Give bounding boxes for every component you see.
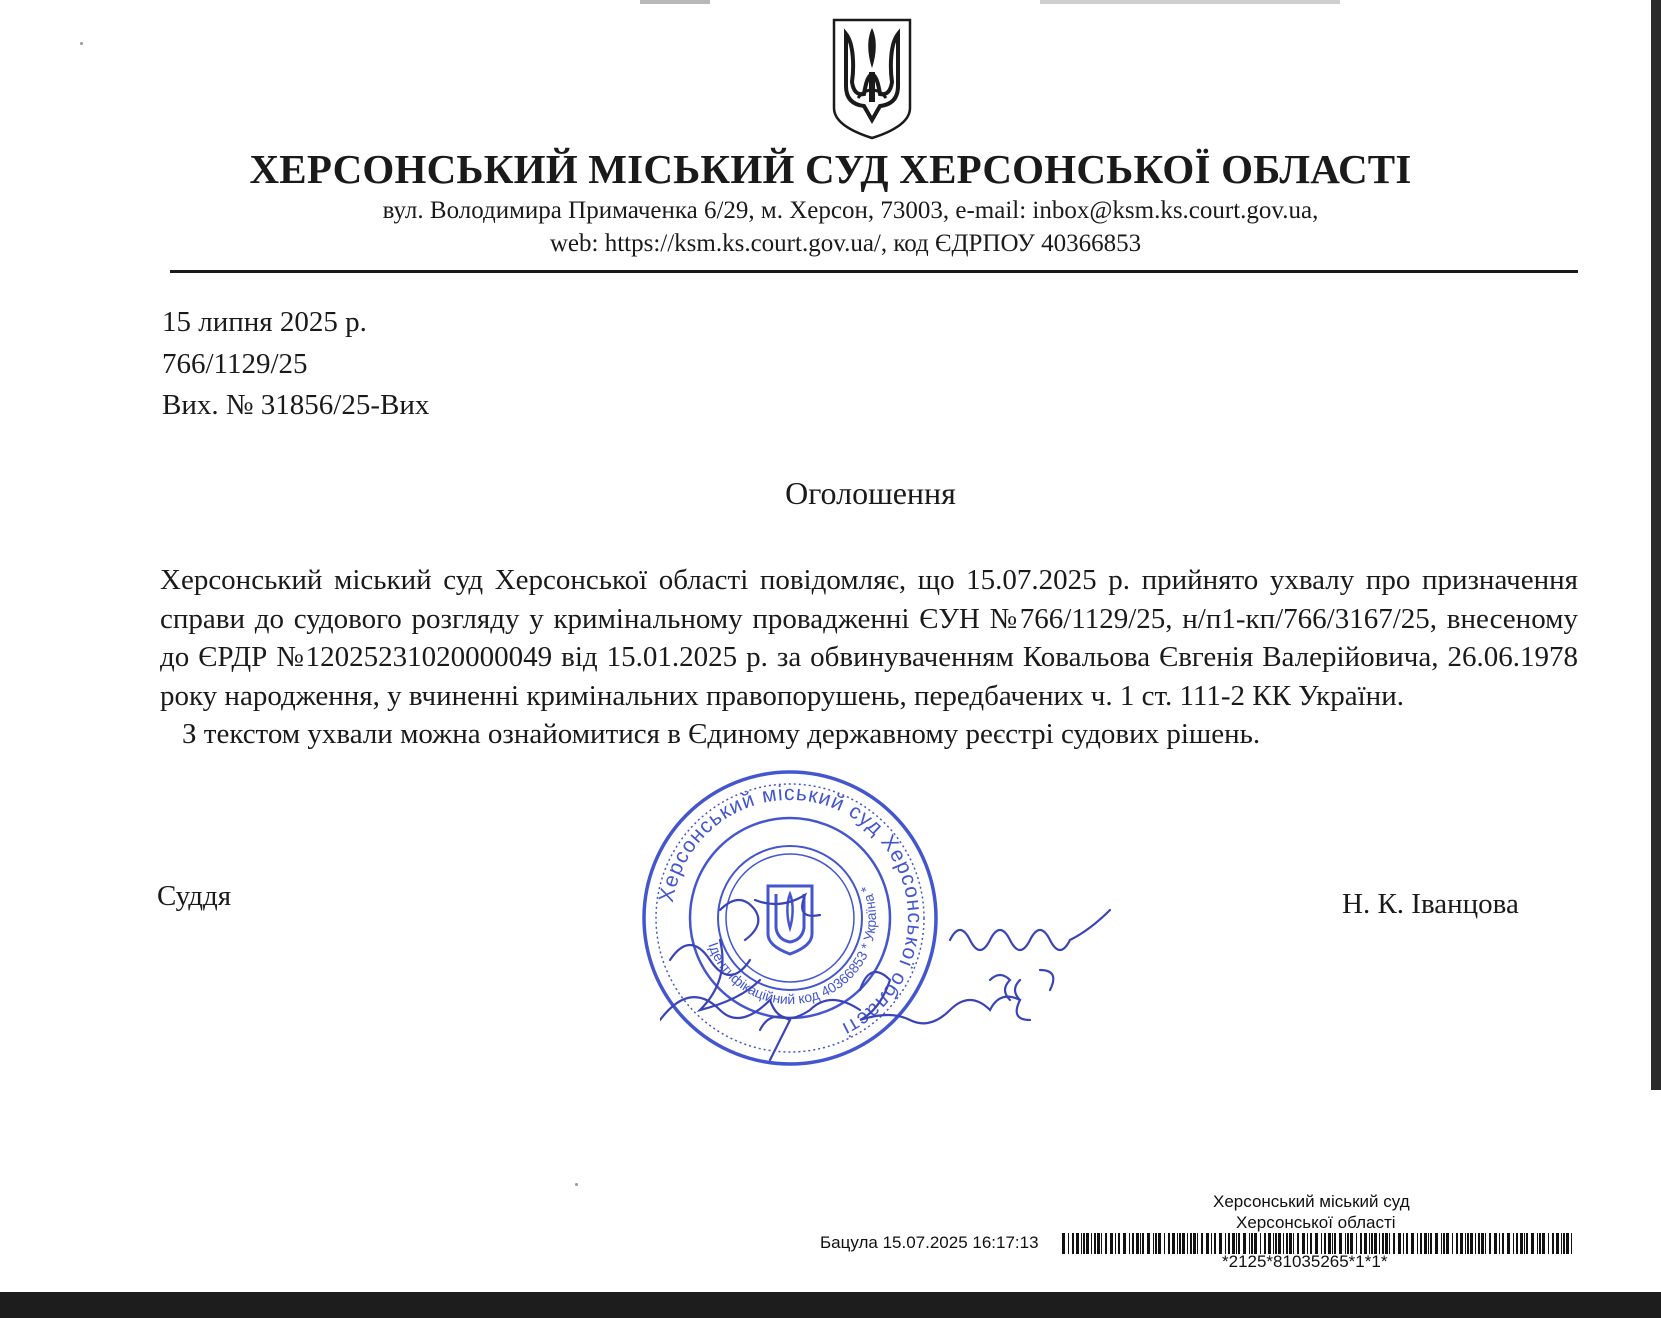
document-body [160,561,1578,754]
barcode-bar [1566,1233,1569,1254]
document-barcode [1062,1233,1576,1254]
court-title: ХЕРСОНСЬКИЙ МІСЬКИЙ СУД ХЕРСОНСЬКОЇ ОБЛАСТІ [249,146,1412,192]
barcode-bar [1081,1233,1082,1254]
barcode-bar [1206,1233,1209,1254]
barcode-bar [1465,1233,1466,1254]
barcode-bar [1502,1233,1504,1254]
barcode-bar [1068,1233,1069,1254]
barcode-bar [1275,1233,1277,1254]
barcode-bar [1339,1233,1342,1254]
barcode-bar [1456,1233,1458,1254]
registry-paragraph: З текстом ухвали можна ознайомитися в Єдиному державному реєстрі судових рішень. [182,718,1261,750]
barcode-bar [1441,1233,1442,1254]
barcode-bar [1083,1233,1085,1254]
barcode-bar [1334,1233,1336,1254]
barcode-bar [1286,1233,1288,1254]
barcode-bar [1086,1233,1089,1254]
barcode-bar [1310,1233,1312,1254]
handwritten-certification [660,880,1140,1080]
barcode-bar [1556,1233,1559,1254]
barcode-bar [1393,1233,1395,1254]
scan-artifact [1040,0,1340,4]
registry-barcode-text: *2125*81035265*1*1* [1222,1252,1388,1271]
barcode-bar [1389,1233,1390,1254]
barcode-bar [1076,1233,1079,1254]
barcode-bar [1537,1233,1538,1254]
barcode-bar [1428,1233,1429,1254]
barcode-bar [1481,1233,1484,1254]
barcode-bar [1168,1233,1170,1254]
barcode-bar [1307,1233,1308,1254]
barcode-bar [1531,1233,1534,1254]
barcode-bar [1182,1233,1185,1254]
judge-name: Н. К. Іванцова [1342,888,1519,920]
barcode-bar [1193,1233,1196,1254]
barcode-bar [1243,1233,1246,1254]
barcode-bar [1072,1233,1074,1254]
outgoing-number: Вих. № 31856/25-Вих [162,389,430,421]
barcode-bar [1142,1233,1144,1254]
barcode-bar [1406,1233,1408,1254]
barcode-bar [1385,1233,1388,1254]
barcode-bar [1485,1233,1486,1254]
barcode-bar [1091,1233,1092,1254]
barcode-bar [1475,1233,1476,1254]
barcode-bar [1542,1233,1545,1254]
document-date: 15 липня 2025 р. [162,306,367,338]
barcode-bar [1548,1233,1549,1254]
barcode-bar [1524,1233,1525,1254]
barcode-bar [1214,1233,1216,1254]
barcode-bar [1315,1233,1318,1254]
barcode-bar [1452,1233,1453,1254]
barcode-bar [1172,1233,1175,1254]
barcode-bar [1420,1233,1422,1254]
barcode-bar [1132,1233,1134,1254]
barcode-bar [1360,1233,1362,1254]
barcode-bar [1062,1233,1065,1254]
barcode-bar [1489,1233,1491,1254]
barcode-bar [1369,1233,1370,1254]
barcode-bar [1571,1233,1572,1254]
barcode-bar [1097,1233,1100,1254]
barcode-bar [1552,1233,1554,1254]
svg-text:Херсонський міський суд Херсон: Херсонський міський суд Херсонської області [655,781,927,1041]
court-web-and-code: web: https://ksm.ks.court.gov.ua/, код ЄДРПОУ 40366853 [549,230,1142,257]
barcode-bar [1364,1233,1367,1254]
document-heading: Оголошення [785,475,956,511]
barcode-bar [1494,1233,1497,1254]
registry-signed-by: Бацула 15.07.2025 16:17:13 [820,1233,1039,1252]
barcode-bar [1371,1233,1373,1254]
barcode-bar [1443,1233,1445,1254]
barcode-bar [1435,1233,1438,1254]
barcode-bar [1273,1233,1274,1254]
scan-speck [80,42,83,45]
case-number: 766/1129/25 [162,348,308,380]
barcode-bar [1516,1233,1518,1254]
barcode-bar [1254,1233,1257,1254]
barcode-bar [1411,1233,1414,1254]
svg-text:Ідентифікаційний код 40366853: Ідентифікаційний код 40366853 * Україна * [705,883,880,1008]
scan-border-bottom [0,1292,1661,1318]
header-divider [170,270,1578,273]
barcode-bar [1251,1233,1253,1254]
barcode-bar [1526,1233,1528,1254]
barcode-bar [1129,1233,1130,1254]
barcode-bar [1347,1233,1349,1254]
barcode-bar [1236,1233,1237,1254]
barcode-bar [1478,1233,1480,1254]
barcode-bar [1260,1233,1261,1254]
barcode-bar [1283,1233,1284,1254]
barcode-bar [1513,1233,1514,1254]
barcode-bar [1232,1233,1235,1254]
barcode-bar [1328,1233,1331,1254]
announcement-paragraph: Херсонський міський суд Херсонської області повідомляє, що 15.07.2025 р. прийнято ухвалу про призначення справи до судового розгляду у кримінальному провадженні ЄУН №766/1129/25, н/п1-кп/766/3167/25, внесеному до ЄРДР №12025231020000049 від 15.01.2025 р. за обвинуваченням Ковальова Євгенія Валерійовича, 26.06.1978 року народження, у вчиненні кримінальних правопорушень, передбачених ч. 1 ст. 111-2 КК України. [160,564,1578,712]
barcode-bar [1356,1233,1357,1254]
barcode-bar [1374,1233,1377,1254]
barcode-bar [1123,1233,1126,1254]
barcode-bar [1225,1233,1226,1254]
barcode-bar [1297,1233,1299,1254]
barcode-bar [1249,1233,1250,1254]
barcode-bar [1238,1233,1240,1254]
barcode-bar [1164,1233,1165,1254]
barcode-bar [1264,1233,1266,1254]
barcode-bar [1187,1233,1188,1254]
registry-court-line1: Херсонський міський суд [1213,1192,1410,1211]
trident-emblem-icon [830,16,914,140]
barcode-bar [1155,1233,1157,1254]
barcode-bar [1118,1233,1120,1254]
barcode-bar [1177,1233,1178,1254]
barcode-bar [1105,1233,1107,1254]
barcode-bar [1398,1233,1401,1254]
barcode-bar [1403,1233,1404,1254]
barcode-bar [1417,1233,1418,1254]
barcode-bar [1446,1233,1449,1254]
scan-artifact [640,0,710,4]
barcode-bar [1278,1233,1281,1254]
judge-role: Суддя [157,880,232,912]
barcode-bar [1190,1233,1192,1254]
barcode-bar [1424,1233,1427,1254]
barcode-bar [1211,1233,1212,1254]
barcode-bar [1201,1233,1203,1254]
barcode-bar [1101,1233,1102,1254]
barcode-bar [1321,1233,1322,1254]
barcode-bar [1140,1233,1141,1254]
barcode-bar [1110,1233,1113,1254]
court-address: вул. Володимира Примаченка 6/29, м. Херсон, 73003, e-mail: inbox@ksm.ks.court.gov.ua, [382,197,1319,224]
barcode-bar [1520,1233,1523,1254]
barcode-bar [1289,1233,1292,1254]
barcode-bar [1467,1233,1469,1254]
scan-speck [575,1183,578,1186]
barcode-bar [1115,1233,1116,1254]
barcode-bar [1179,1233,1181,1254]
barcode-bar [1324,1233,1326,1254]
barcode-bar [1350,1233,1353,1254]
barcode-bar [1094,1233,1096,1254]
barcode-bar [1293,1233,1294,1254]
barcode-bar [1136,1233,1139,1254]
barcode-bar [1345,1233,1346,1254]
barcode-bar [1470,1233,1473,1254]
barcode-bar [1561,1233,1562,1254]
barcode-bar [1228,1233,1230,1254]
barcode-bar [1153,1233,1154,1254]
barcode-bar [1268,1233,1271,1254]
barcode-bar [1147,1233,1150,1254]
barcode-bar [1382,1233,1384,1254]
barcode-bar [1563,1233,1565,1254]
barcode-bar [1197,1233,1198,1254]
barcode-bar [1499,1233,1500,1254]
barcode-bar [1379,1233,1380,1254]
barcode-bar [1507,1233,1510,1254]
barcode-bar [1430,1233,1432,1254]
barcode-bar [1219,1233,1222,1254]
barcode-bar [1302,1233,1305,1254]
barcode-bar [1539,1233,1541,1254]
barcode-bar [1460,1233,1463,1254]
barcode-bar [1158,1233,1161,1254]
barcode-bar [1332,1233,1333,1254]
registry-court-line2: Херсонської області [1236,1213,1396,1232]
